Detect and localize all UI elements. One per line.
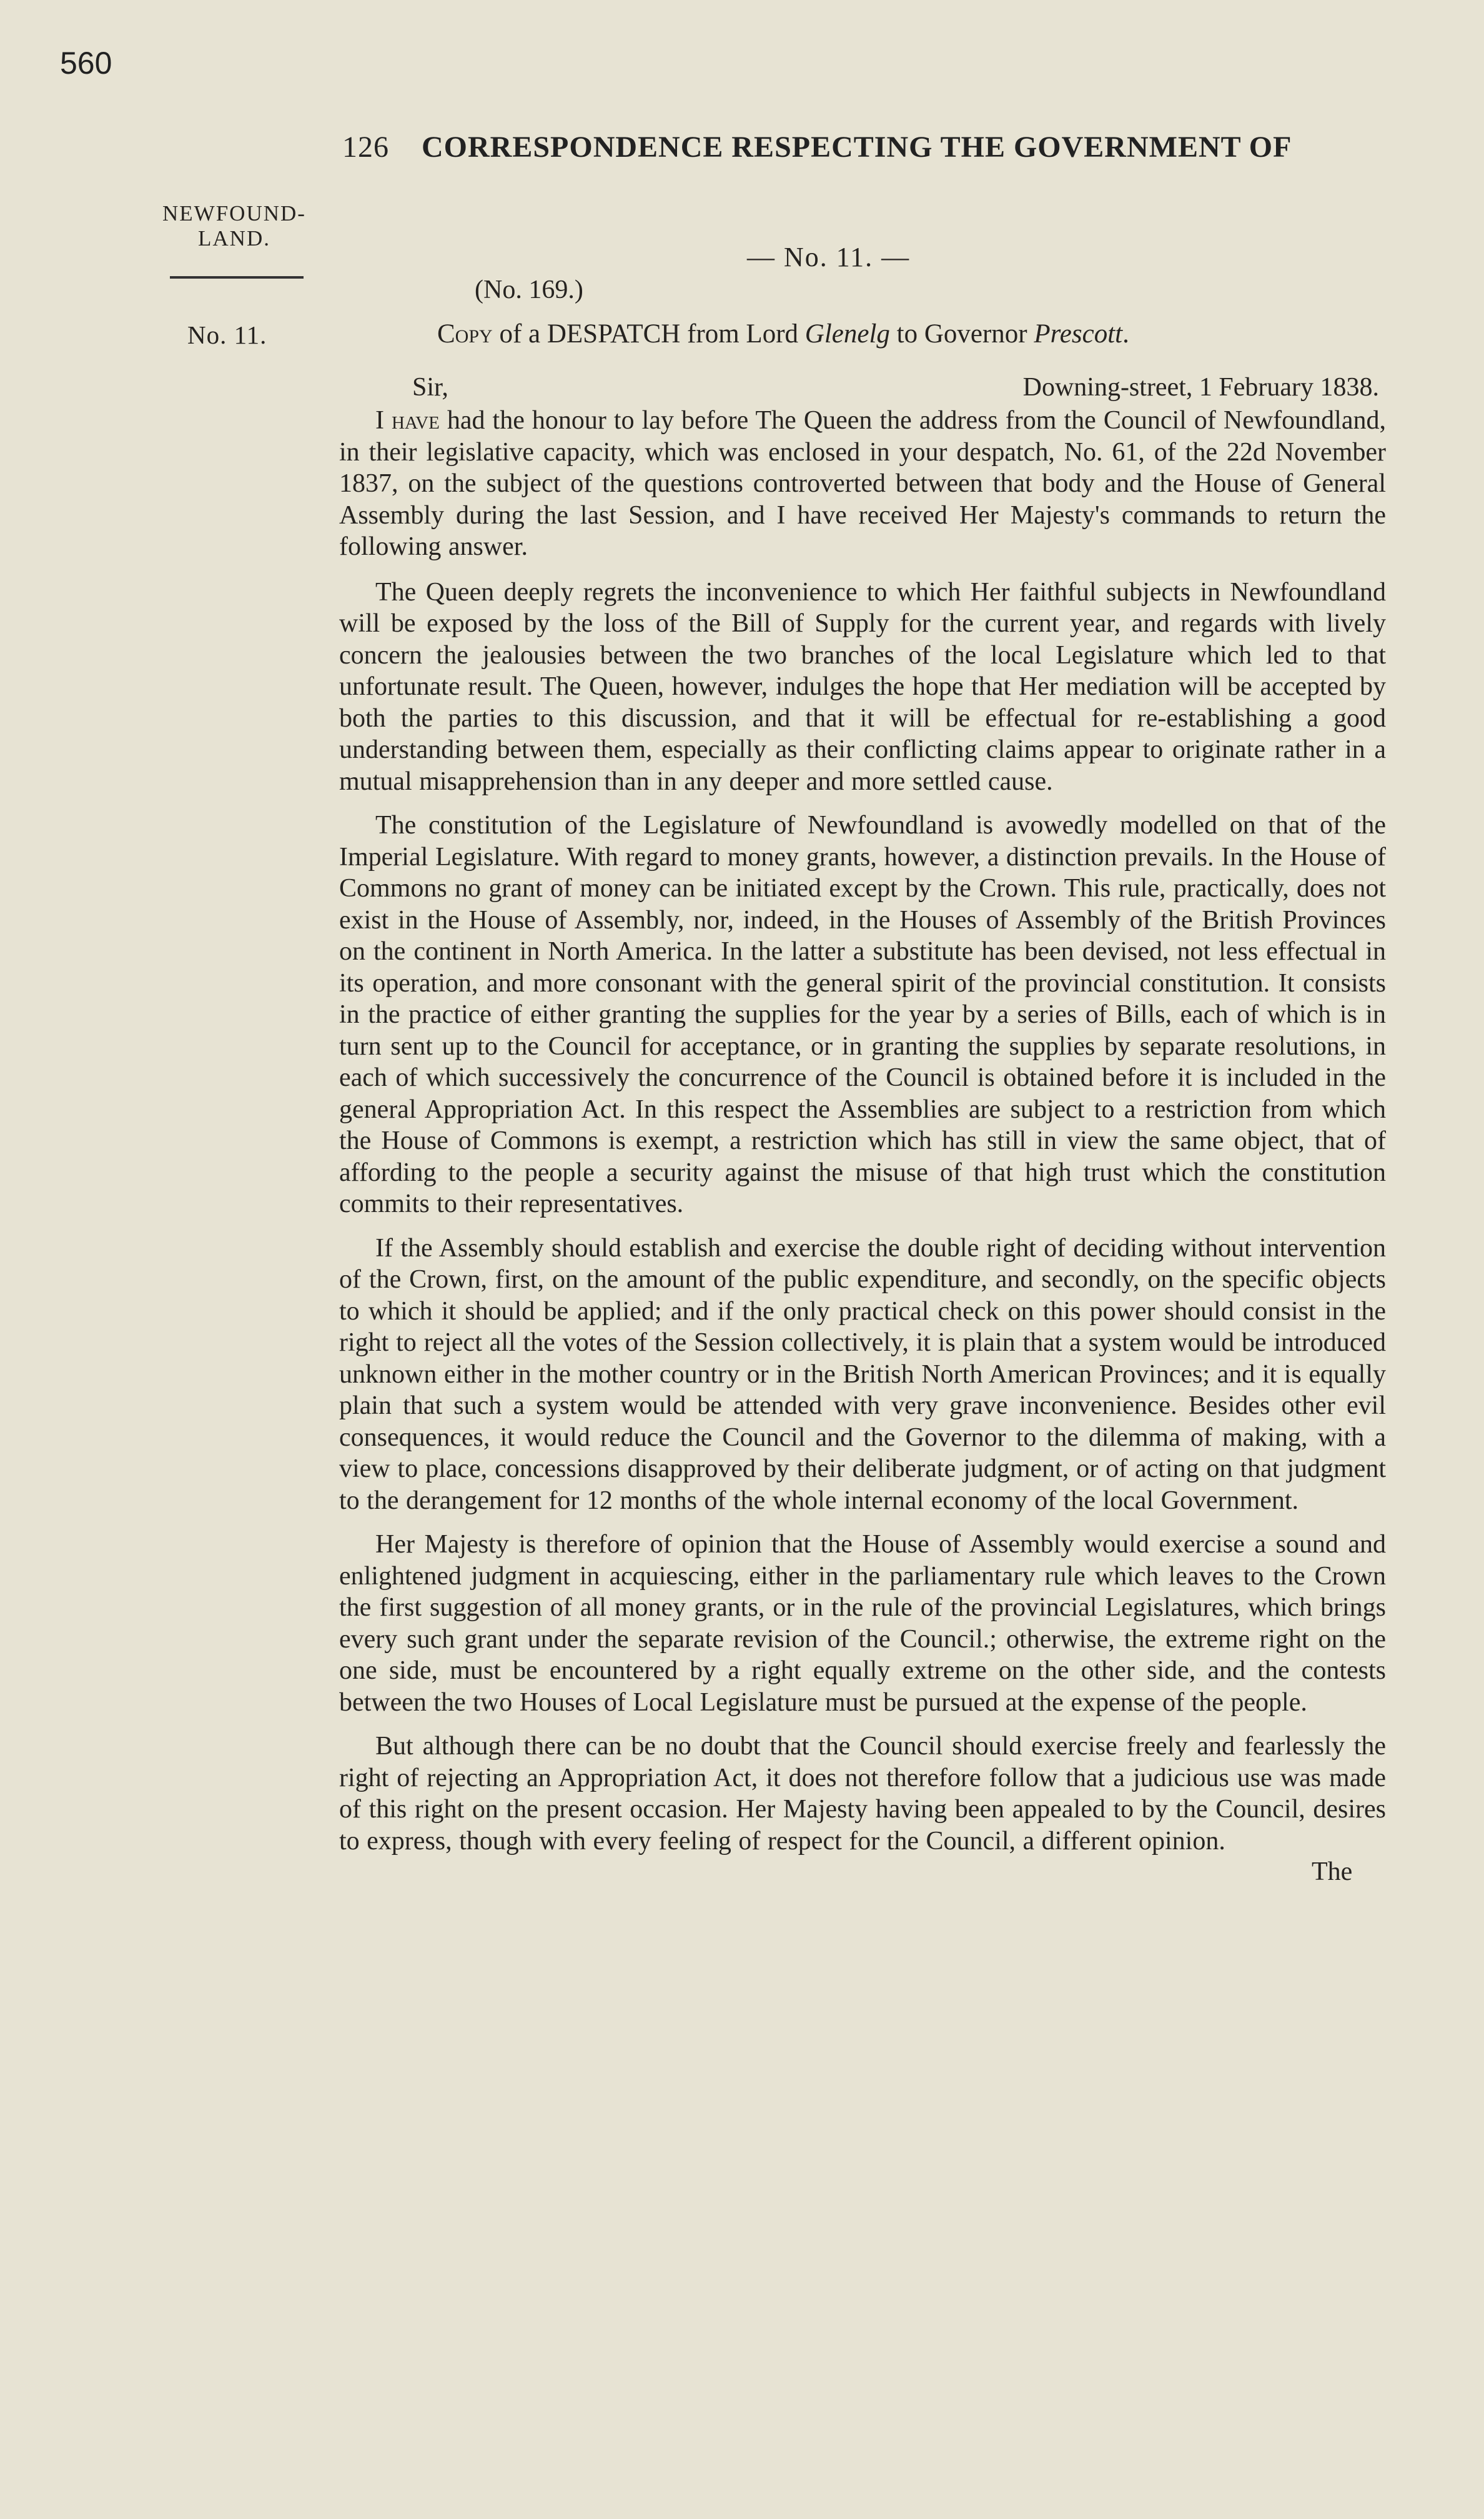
margin-document-number: No. 11. — [187, 320, 267, 349]
salutation: Sir, — [412, 373, 448, 402]
title-of-a-despatch: of a DESPATCH from Lord — [492, 319, 805, 349]
folio-number: 126 — [342, 131, 389, 164]
running-header-title: CORRESPONDENCE RESPECTING THE GOVERNMENT OF — [422, 131, 1292, 164]
catchword: The — [1312, 1857, 1353, 1886]
running-header — [342, 130, 1404, 164]
paragraph-3: The constitution of the Legislature of Newfoundland is avowedly modelled on that of the Imperial Legislature. With regard to money grants, however, a distinction prevails. In the House of Commons no grant of money can be initiated except by the Crown. This rule, practically, does not exist in the House of Assembly, nor, indeed, in the Houses of Assembly of the British Provinces on the continent in North America. In the latter a substitute has been devised, not less effectual in its operation, and more consonant with the general spirit of the provincial constitution. It consists in the practice of either granting the supplies for the year by a series of Bills, each of which is in turn sent up to the Council for acceptance, or in granting the supplies by separate resolutions, in each of which successively the concurrence of the Council is obtained before it is included in the general Appropriation Act. In this respect the Assemblies are subject to a restriction from which the House of Commons is exempt, a restriction which has still in view the same object, that of affording to the people a security against the misuse of that high trust which the constitution commits to their representatives. — [339, 811, 1386, 1218]
margin-colony-line2: LAND. — [198, 226, 270, 251]
dateline: Downing-street, 1 February 1838. — [1022, 373, 1379, 402]
despatch-number: (No. 169.) — [475, 276, 583, 304]
margin-rule-divider — [170, 276, 304, 279]
title-copy-word: Copy — [437, 319, 493, 349]
page-number: 560 — [60, 46, 112, 81]
paragraph-4: If the Assembly should establish and exercise the double right of deciding without intervention of the Crown, first, on the amount of the public expenditure, and secondly, on the specific objects to which it should be applied; and if the only practical check on this power should consist in the right to reject all the votes of the Session collectively, it is plain that a system would be introduced unknown either in the mother country or in the British North American Provinces; and it is equally plain that such a system would be attended with very grave inconvenience. Besides other evil consequences, it would reduce the Council and the Governor to the dilemma of making, with a view to place, concessions disapproved by their deliberate judgment, or of acting on that judgment to the derangement for 12 months of the whole internal economy of the local Government. — [339, 1233, 1386, 1515]
paragraph-1-text: had the honour to lay before The Queen the address from the Council of Newfoundland, in their legislative capacity, which was enclosed in your despatch, No. 61, of the 22d November 1837, on the subject of the questions controverted between that body and the House of General Assembly during the last Session, and I have received Her Majesty's commands to return the following answer. — [339, 406, 1386, 561]
title-recipient-name: Prescott — [1034, 319, 1123, 349]
document-number-heading: — No. 11. — — [747, 242, 911, 272]
paragraph-1 — [339, 405, 1386, 563]
title-sender-name: Glenelg — [804, 319, 890, 349]
salutation-line — [412, 372, 1379, 402]
paragraph-5: Her Majesty is therefore of opinion that the House of Assembly would exercise a sound and enlightened judgment in acquiescing, either in the parliamentary rule which leaves to the Crown the first suggestion of all money grants, or in the rule of the provincial Legislatures, which brings every such grant under the separate revision of the Council.; otherwise, the extreme right on the one side, must be encountered by a right equally extreme on the other side, and the contests between the two Houses of Local Legislature must be pursued at the expense of the people. — [339, 1530, 1386, 1717]
title-end: . — [1122, 319, 1129, 349]
despatch-title — [437, 319, 1412, 349]
margin-colony-line1: NEWFOUND- — [162, 201, 306, 226]
title-to-governor: to Governor — [889, 319, 1034, 349]
paragraph-2: The Queen deeply regrets the inconvenience to which Her faithful subjects in Newfoundland will be exposed by the loss of the Bill of Supply for the current year, and regards with lively concern the jealousies between the two branches of the local Legislature which led to that unfortunate result. The Queen, however, indulges the hope that Her mediation will be accepted by both the parties to this discussion, and that it will be effectual for re-establishing a good understanding between them, especially as their conflicting claims appear to originate rather in a mutual misapprehension than in any deeper and more settled cause. — [339, 577, 1386, 796]
paragraph-6: But although there can be no doubt that the Council should exercise freely and fearlessly the right of rejecting an Appropriation Act, it does not therefore follow that a judicious use was made of this right on the present occasion. Her Majesty having been appealed to by the Council, desires to express, though with every feeling of respect for the Council, a different opinion. — [339, 1732, 1386, 1856]
paragraph-1-lead: I have — [375, 406, 440, 435]
margin-colony-note — [150, 201, 319, 251]
letter-body — [339, 405, 1386, 1869]
